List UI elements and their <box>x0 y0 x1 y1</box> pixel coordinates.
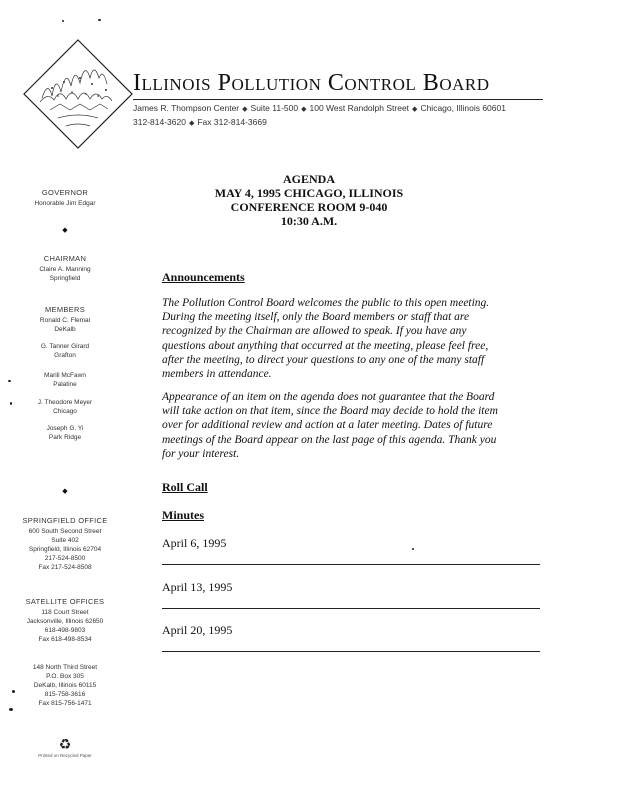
office-address-line: P.O. Box 305 <box>46 673 84 680</box>
address-building: James R. Thompson Center <box>133 103 240 113</box>
office-phone: 618-498-9803 <box>44 627 86 634</box>
paragraph-line: meetings of the Board appear on the last page of this agenda. Thank you <box>162 433 497 446</box>
paragraph-line: for your interest. <box>162 447 240 460</box>
member-name: Marili McFawn <box>44 372 86 379</box>
minutes-date: April 6, 1995 <box>162 536 227 550</box>
member-name: J. Theodore Meyer <box>37 399 93 406</box>
satellite-offices-heading: SATELLITE OFFICES <box>25 597 105 606</box>
office-address-line: Springfield, Illinois 62704 <box>28 546 102 553</box>
office-address-line: DeKalb, Illinois 60115 <box>33 682 97 689</box>
office-fax: Fax 618-498-8534 <box>38 636 92 643</box>
governor-name: Honorable Jim Edgar <box>34 200 96 207</box>
office-phone: 217-524-8500 <box>44 555 86 562</box>
recycle-icon: ♻ <box>58 736 72 752</box>
member-city: Chicago <box>53 408 77 415</box>
announcement-paragraph <box>162 296 552 381</box>
minutes-signature-line <box>162 651 540 652</box>
office-phone: 815-758-3616 <box>44 691 86 698</box>
scan-speck <box>9 708 13 711</box>
springfield-office-heading: SPRINGFIELD OFFICE <box>22 516 108 525</box>
minutes-signature-line <box>162 608 540 609</box>
member-name: Ronald C. Flemal <box>39 317 91 324</box>
phone-number: 312-814-3620 <box>133 117 186 127</box>
office-address-line: Jacksonville, Illinois 62650 <box>26 618 104 625</box>
diamond-divider-icon: ◆ <box>62 227 68 234</box>
member-city: Park Ridge <box>48 434 82 441</box>
address-suite: Suite 11-500 <box>250 103 299 113</box>
paragraph-line: Appearance of an item on the agenda does not guarantee that the Board <box>162 391 495 403</box>
office-address-line: Suite 402 <box>51 537 79 544</box>
diamond-bullet-icon: ◆ <box>242 106 248 113</box>
minutes-heading: Minutes <box>162 508 204 522</box>
member-city: Grafton <box>54 352 76 359</box>
organization-title: Illinois Pollution Control Board <box>133 70 490 96</box>
governor-heading: GOVERNOR <box>41 188 89 197</box>
chairman-heading: CHAIRMAN <box>43 254 87 263</box>
scan-speck <box>98 19 101 21</box>
scan-speck <box>12 690 15 693</box>
office-address-line: 148 North Third Street <box>32 664 98 671</box>
board-seal-logo <box>22 38 134 150</box>
members-heading: MEMBERS <box>44 305 86 314</box>
agenda-date-location: MAY 4, 1995 CHICAGO, ILLINOIS <box>214 186 404 200</box>
announcements-heading: Announcements <box>162 270 245 284</box>
roll-call-heading: Roll Call <box>162 480 208 494</box>
office-address-line: 118 Court Street <box>41 609 89 616</box>
paragraph-line: members in attendance. <box>162 368 272 381</box>
scan-speck <box>62 20 64 22</box>
diamond-bullet-icon: ◆ <box>188 120 195 127</box>
header-divider <box>133 99 543 100</box>
minutes-date: April 13, 1995 <box>162 580 233 594</box>
agenda-time: 10:30 A.M. <box>280 214 338 228</box>
office-fax: Fax 815-756-1471 <box>38 700 92 707</box>
scan-speck <box>8 380 11 382</box>
paragraph-line: will take action on that item, since the Board may decide to hold the item <box>162 405 498 418</box>
paragraph-line: questions about anything that occurred at the meeting, please feel free, <box>162 339 489 352</box>
address-line <box>133 103 506 113</box>
address-city: Chicago, Illinois 60601 <box>420 103 506 113</box>
chairman-name: Claire A. Manning <box>39 266 91 273</box>
chairman-city: Springfield <box>49 275 81 282</box>
minutes-signature-line <box>162 564 540 565</box>
diamond-divider-icon: ◆ <box>62 488 68 495</box>
agenda-room: CONFERENCE ROOM 9-040 <box>230 200 388 214</box>
diamond-bullet-icon: ◆ <box>301 106 307 113</box>
office-address-line: 600 South Second Street <box>28 528 102 535</box>
recycled-paper-note: Printed on Recycled Paper <box>38 753 92 758</box>
paragraph-line: During the meeting itself, only the Board members or staff that are <box>162 311 470 324</box>
member-name: Joseph G. Yi <box>46 425 84 432</box>
minutes-date: April 20, 1995 <box>162 623 233 637</box>
address-street: 100 West Randolph Street <box>309 103 410 113</box>
paragraph-line: The Pollution Control Board welcomes the public to this open meeting. <box>162 297 490 309</box>
scan-speck <box>10 402 12 405</box>
phone-line <box>133 117 267 127</box>
member-city: Palatine <box>53 381 77 388</box>
office-fax: Fax 217-524-8508 <box>38 564 92 571</box>
paragraph-line: recognized by the Chairman are allowed to speak. If you have any <box>162 325 467 338</box>
diamond-bullet-icon: ◆ <box>412 106 418 113</box>
member-name: G. Tanner Girard <box>40 343 90 350</box>
agenda-title: AGENDA <box>282 172 335 186</box>
scan-speck <box>412 548 414 550</box>
paragraph-line: over for additional review and action at a later meeting. Dates of future <box>162 419 493 432</box>
fax-number: Fax 312-814-3669 <box>197 117 267 127</box>
announcement-paragraph <box>162 390 552 461</box>
member-city: DeKalb <box>54 326 76 333</box>
paragraph-line: after the meeting, to direct your questions to any one of the many staff <box>162 353 485 366</box>
